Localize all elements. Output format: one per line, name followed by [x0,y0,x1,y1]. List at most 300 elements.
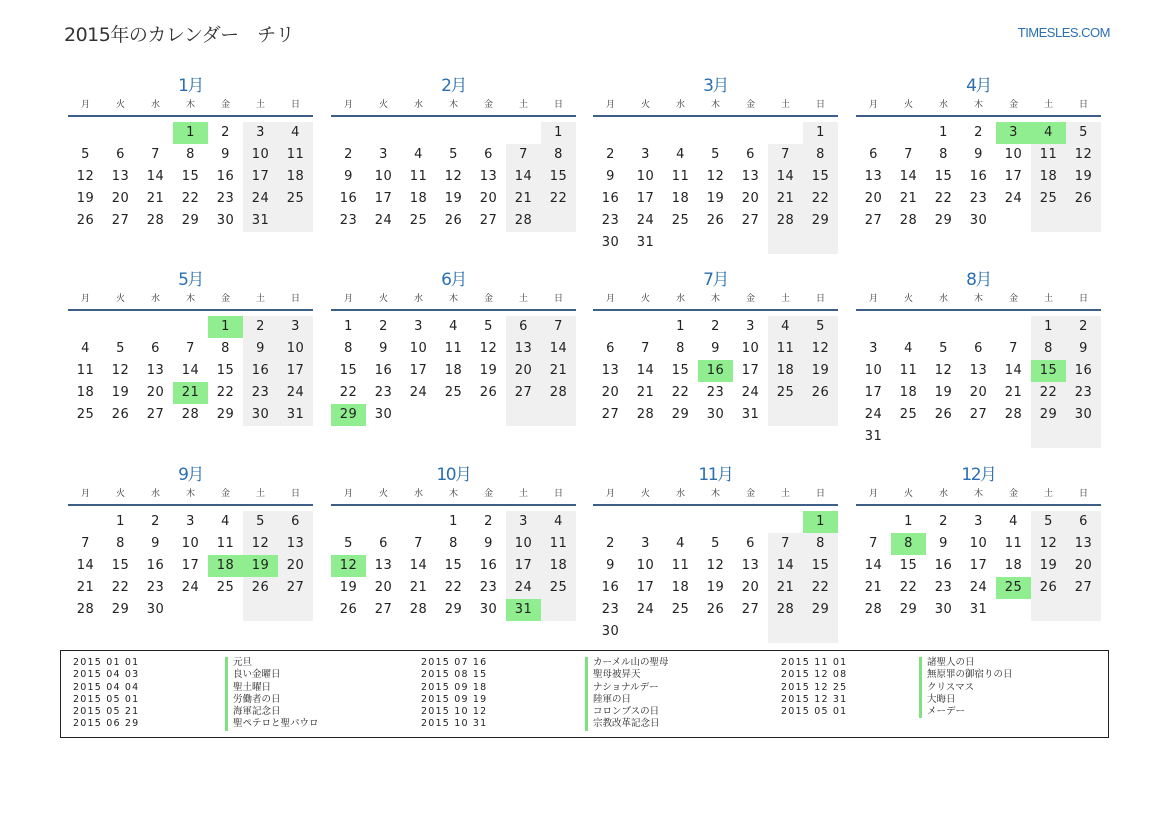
day-cell: 10 [374,169,393,184]
weekday-header [331,98,576,117]
day-cell: 18 [671,191,690,206]
day-cell: 7 [1009,341,1018,356]
holiday-entry [421,657,669,669]
day-cell: 19 [479,363,498,378]
weekday-label: 水 [413,100,423,110]
week-row [856,360,1101,382]
day-cell: 25 [278,188,313,210]
day-cell: 9 [344,169,353,184]
empty-cell [663,511,698,533]
month-12 [856,459,1101,621]
day-cell: 5 [803,316,838,338]
day-cell: 30 [706,407,725,422]
empty-cell [733,621,768,643]
weekday-label: 金 [483,100,493,110]
day-cell: 3 [278,316,313,338]
day-cell: 22 [899,580,918,595]
day-cell: 27 [278,577,313,599]
day-cell: 3 [974,514,983,529]
week-row [331,533,576,555]
day-cell: 15 [671,363,690,378]
day-cell: 15 [216,363,235,378]
empty-cell [593,511,628,533]
day-cell: 7 [768,533,803,555]
day-cell: 10 [1004,147,1023,162]
day-cell: 26 [1031,577,1066,599]
weekday-label: 月 [343,489,353,499]
week-row [593,144,838,166]
month-11 [593,459,838,643]
day-cell: 18 [671,580,690,595]
day-cell: 5 [484,319,493,334]
day-cell: 20 [111,191,130,206]
week-row [856,166,1101,188]
day-cell: 3 [746,319,755,334]
weekday-label: 土 [518,100,528,110]
empty-cell [698,621,733,643]
week-row [593,166,838,188]
day-cell: 17 [374,191,393,206]
week-row [68,122,313,144]
month-title: 4月 [966,76,991,96]
holiday-name: メーデー [919,706,965,718]
weekday-header [856,292,1101,311]
holiday-entry [781,693,956,706]
day-cell: 24 [969,580,988,595]
day-cell: 3 [243,122,278,144]
day-cell: 18 [899,385,918,400]
day-cell: 25 [899,407,918,422]
day-cell: 7 [151,147,160,162]
month-6 [331,264,576,426]
month-title: 10月 [436,465,471,485]
empty-cell [471,122,506,144]
day-cell: 25 [1031,188,1066,210]
day-cell: 27 [506,382,541,404]
day-cell: 9 [379,341,388,356]
day-cell: 26 [111,407,130,422]
day-cell: 4 [904,341,913,356]
week-row [68,577,313,599]
day-cell: 28 [636,407,655,422]
weekday-header [593,98,838,117]
empty-cell [1031,426,1066,448]
day-cell: 21 [76,580,95,595]
weekday-label: 土 [780,489,790,499]
day-cell: 26 [934,407,953,422]
day-cell: 29 [444,602,463,617]
day-cell: 28 [864,602,883,617]
empty-cell [996,210,1031,232]
empty-cell [663,621,698,643]
holiday-name: ナショナルデー [585,682,659,694]
day-cell: 24 [636,602,655,617]
day-cell: 20 [374,580,393,595]
holiday-entry [73,669,281,681]
day-cell: 5 [711,147,720,162]
day-cell: 27 [146,407,165,422]
day-cell: 4 [1009,514,1018,529]
weekday-label: 火 [115,489,125,499]
weekday-header [68,292,313,311]
holiday-name: 宗教改革記念日 [585,718,660,730]
holiday-name: 労働者の日 [225,694,281,706]
day-cell: 9 [606,558,615,573]
day-cell: 7 [869,536,878,551]
empty-cell [1066,210,1101,232]
week-row [856,426,1101,448]
day-cell: 2 [1066,316,1101,338]
holiday-day-cell: 18 [208,555,243,577]
day-cell: 10 [864,363,883,378]
day-cell: 2 [243,316,278,338]
weekday-label: 木 [448,294,458,304]
holiday-date: 2015 04 03 [73,669,140,681]
day-cell: 13 [111,169,130,184]
day-cell: 27 [374,602,393,617]
day-cell: 2 [606,147,615,162]
day-cell: 27 [111,213,130,228]
site-link[interactable]: TIMESLES.COM [1017,25,1110,40]
empty-cell [436,122,471,144]
day-cell: 9 [974,147,983,162]
empty-cell [541,210,576,232]
empty-cell [593,122,628,144]
day-cell: 13 [864,169,883,184]
empty-cell [961,316,996,338]
day-cell: 16 [934,558,953,573]
weekday-label: 日 [1078,294,1088,304]
day-cell: 17 [969,558,988,573]
day-cell: 4 [676,147,685,162]
day-cell: 28 [146,213,165,228]
weekday-label: 水 [150,100,160,110]
day-cell: 1 [803,122,838,144]
day-cell: 24 [181,580,200,595]
day-cell: 4 [449,319,458,334]
day-cell: 2 [974,125,983,140]
weekday-label: 木 [448,100,458,110]
empty-cell [961,426,996,448]
holiday-name: 陸軍の日 [585,694,631,706]
weekday-header [68,487,313,506]
holiday-entry [421,718,660,730]
day-cell: 8 [344,341,353,356]
day-cell: 30 [969,213,988,228]
week-row [68,533,313,555]
day-cell: 25 [444,385,463,400]
holiday-entry [781,706,966,718]
day-cell: 9 [151,536,160,551]
day-grid [68,506,313,621]
weekday-label: 日 [290,100,300,110]
week-row [331,360,576,382]
day-cell: 11 [216,536,235,551]
day-cell: 1 [449,514,458,529]
holiday-day-cell: 3 [996,122,1031,144]
day-cell: 10 [506,533,541,555]
weekday-label: 水 [150,489,160,499]
week-row [856,599,1101,621]
day-cell: 13 [146,363,165,378]
day-cell: 26 [706,213,725,228]
day-cell: 5 [939,341,948,356]
day-cell: 24 [506,577,541,599]
day-cell: 15 [803,166,838,188]
weekday-label: 金 [1008,294,1018,304]
holiday-column [421,657,669,731]
day-cell: 25 [409,213,428,228]
weekday-label: 水 [675,489,685,499]
day-cell: 19 [706,580,725,595]
month-1 [68,70,313,232]
day-cell: 9 [243,338,278,360]
day-cell: 23 [374,385,393,400]
day-cell: 27 [741,213,760,228]
day-cell: 24 [1004,191,1023,206]
day-cell: 11 [444,341,463,356]
weekday-label: 木 [973,100,983,110]
holiday-entry [421,681,659,694]
week-row [331,555,576,577]
day-cell: 18 [278,166,313,188]
day-cell: 30 [374,407,393,422]
empty-cell [401,122,436,144]
day-cell: 16 [601,580,620,595]
empty-cell [103,316,138,338]
day-cell: 29 [671,407,690,422]
week-row [593,232,838,254]
day-cell: 6 [746,536,755,551]
day-cell: 30 [601,624,620,639]
weekday-label: 火 [378,294,388,304]
day-cell: 25 [76,407,95,422]
day-cell: 20 [506,360,541,382]
day-cell: 16 [374,363,393,378]
weekday-label: 火 [640,294,650,304]
day-cell: 6 [116,147,125,162]
week-row [68,188,313,210]
day-cell: 1 [904,514,913,529]
day-cell: 15 [111,558,130,573]
day-cell: 26 [444,213,463,228]
empty-cell [628,316,663,338]
empty-cell [278,599,313,621]
day-cell: 11 [671,169,690,184]
day-cell: 10 [636,558,655,573]
day-cell: 10 [969,536,988,551]
weekday-label: 金 [1008,489,1018,499]
day-cell: 2 [221,125,230,140]
day-cell: 21 [409,580,428,595]
empty-cell [278,210,313,232]
day-cell: 24 [636,213,655,228]
day-cell: 8 [541,144,576,166]
day-cell: 12 [706,169,725,184]
weekday-label: 金 [1008,100,1018,110]
week-row [331,382,576,404]
holiday-entry [421,669,641,681]
day-cell: 8 [803,144,838,166]
weekday-label: 水 [938,489,948,499]
empty-cell [733,232,768,254]
weekday-label: 月 [868,294,878,304]
day-cell: 14 [864,558,883,573]
day-cell: 2 [151,514,160,529]
weekday-label: 金 [483,489,493,499]
empty-cell [891,316,926,338]
day-cell: 29 [803,210,838,232]
day-cell: 10 [181,536,200,551]
month-10 [331,459,576,621]
month-title: 5月 [178,270,203,290]
week-row [68,316,313,338]
month-8 [856,264,1101,448]
weekday-label: 月 [868,100,878,110]
day-cell: 18 [1004,558,1023,573]
weekday-label: 月 [605,294,615,304]
empty-cell [628,511,663,533]
weekday-label: 木 [973,489,983,499]
day-grid [593,311,838,426]
holiday-name: コロンブスの日 [585,706,659,718]
weekday-label: 火 [378,489,388,499]
week-row [68,166,313,188]
day-cell: 21 [768,188,803,210]
holiday-date: 2015 05 21 [73,706,140,718]
holiday-date: 2015 05 01 [781,706,848,718]
day-cell: 25 [671,602,690,617]
weekday-label: 日 [553,100,563,110]
weekday-label: 土 [1043,100,1053,110]
day-cell: 13 [741,169,760,184]
day-cell: 6 [379,536,388,551]
day-cell: 22 [541,188,576,210]
day-cell: 3 [186,514,195,529]
month-5 [68,264,313,426]
day-cell: 16 [969,169,988,184]
day-cell: 14 [1004,363,1023,378]
day-grid [856,311,1101,448]
weekday-label: 金 [745,294,755,304]
day-cell: 11 [278,144,313,166]
weekday-label: 土 [780,294,790,304]
day-cell: 2 [711,319,720,334]
weekday-label: 土 [518,294,528,304]
weekday-header [331,292,576,311]
holiday-date: 2015 12 31 [781,693,848,705]
day-cell: 16 [339,191,358,206]
empty-cell [768,232,803,254]
day-cell: 15 [899,558,918,573]
day-cell: 2 [344,147,353,162]
day-cell: 27 [601,407,620,422]
weekday-label: 日 [290,489,300,499]
day-cell: 23 [706,385,725,400]
day-grid [856,117,1101,232]
holiday-entry [73,718,319,730]
empty-cell [698,122,733,144]
day-cell: 9 [484,536,493,551]
day-cell: 17 [278,360,313,382]
day-cell: 10 [741,341,760,356]
day-cell: 19 [934,385,953,400]
day-cell: 5 [449,147,458,162]
empty-cell [856,122,891,144]
day-cell: 22 [216,385,235,400]
day-cell: 25 [216,580,235,595]
week-row [856,382,1101,404]
empty-cell [891,122,926,144]
weekday-label: 火 [903,100,913,110]
day-cell: 28 [768,210,803,232]
week-row [856,577,1101,599]
day-cell: 20 [601,385,620,400]
day-cell: 3 [641,536,650,551]
empty-cell [401,511,436,533]
weekday-label: 金 [220,100,230,110]
day-cell: 5 [81,147,90,162]
weekday-label: 土 [255,489,265,499]
day-cell: 8 [449,536,458,551]
week-row [593,621,838,643]
week-row [593,404,838,426]
day-cell: 17 [243,166,278,188]
day-cell: 19 [444,191,463,206]
day-cell: 16 [216,169,235,184]
empty-cell [768,511,803,533]
month-title: 2月 [441,76,466,96]
day-cell: 15 [541,166,576,188]
day-cell: 2 [606,536,615,551]
day-cell: 23 [479,580,498,595]
day-cell: 29 [803,599,838,621]
week-row [331,338,576,360]
day-cell: 4 [541,511,576,533]
day-cell: 5 [1031,511,1066,533]
day-cell: 13 [506,338,541,360]
day-cell: 21 [768,577,803,599]
day-cell: 8 [1031,338,1066,360]
day-cell: 19 [1031,555,1066,577]
day-cell: 7 [541,316,576,338]
holiday-entry [421,693,632,706]
day-cell: 29 [111,602,130,617]
weekday-label: 日 [1078,100,1088,110]
empty-cell [541,404,576,426]
day-cell: 17 [741,363,760,378]
holiday-entry [73,706,281,718]
holiday-day-cell: 25 [996,577,1031,599]
holiday-entry [781,681,975,694]
day-cell: 7 [81,536,90,551]
day-cell: 17 [506,555,541,577]
day-cell: 11 [671,558,690,573]
weekday-label: 月 [868,489,878,499]
empty-cell [926,316,961,338]
holiday-name: 大晦日 [919,694,956,706]
empty-cell [103,122,138,144]
day-cell: 22 [111,580,130,595]
weekday-label: 水 [413,294,423,304]
weekday-label: 木 [448,489,458,499]
day-cell: 2 [939,514,948,529]
month-title: 3月 [703,76,728,96]
day-cell: 12 [934,363,953,378]
weekday-header [331,487,576,506]
weekday-label: 木 [710,294,720,304]
day-cell: 16 [146,558,165,573]
